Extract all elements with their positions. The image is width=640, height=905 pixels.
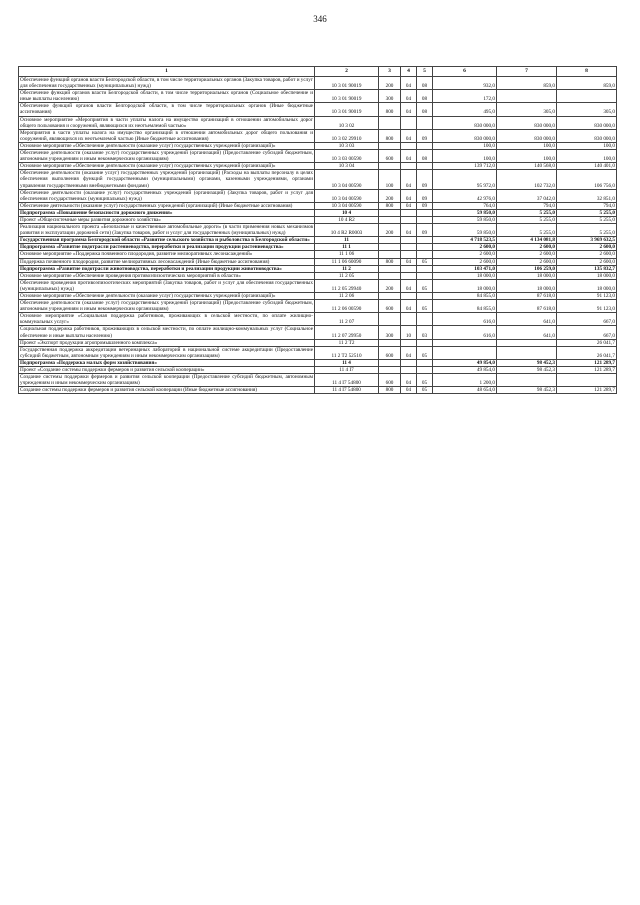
target-code-cell: 11 2 T2 52510 <box>315 346 379 359</box>
section-cell: 04 <box>401 129 417 142</box>
section-cell <box>401 293 417 300</box>
target-code-cell: 10 3 02 <box>315 116 379 129</box>
expense-type-cell <box>379 265 401 272</box>
table-row <box>19 103 617 116</box>
table-row <box>19 163 617 170</box>
row-name-cell: Обеспечение деятельности (оказание услуг) государственных учреждений (организаций) (Расходы на выплаты персоналу в целях обеспечения выполнения функций государственными (муниципальными) органами, казенными учреждениями, органами управления государственными внебюджетными фондами) <box>20 170 313 189</box>
row-name-cell: Обеспечение функций органов власти Белгородской области, в том числе территориальных органов (Социальное обеспечение и иные выплаты населению) <box>20 90 313 103</box>
amount-year-2-cell: 2 600,0 <box>497 251 557 258</box>
section-cell <box>401 244 417 251</box>
target-code-cell: 11 4 I7 54800 <box>315 387 379 394</box>
target-code-cell: 10 3 04 00590 <box>315 170 379 189</box>
amount-year-1-cell: 616,0 <box>433 313 497 326</box>
table-row <box>19 300 617 313</box>
amount-year-1-cell: 830 000,0 <box>433 129 497 142</box>
amount-year-1-cell: 49 854,0 <box>433 359 497 366</box>
expense-type-cell: 200 <box>379 189 401 202</box>
amount-year-2-cell: 18 000,0 <box>497 279 557 292</box>
amount-year-1-cell <box>433 339 497 346</box>
table-row <box>19 216 617 223</box>
section-cell: 04 <box>401 77 417 90</box>
amount-year-1-cell: 59 850,0 <box>433 216 497 223</box>
subsection-cell: 03 <box>417 326 433 339</box>
amount-year-3-cell: 121 289,7 <box>557 359 617 366</box>
page-number: 346 <box>313 14 327 24</box>
table-row <box>19 359 617 366</box>
amount-year-3-cell: 2 600,0 <box>557 244 617 251</box>
table-row <box>19 387 617 394</box>
subsection-cell: 08 <box>417 90 433 103</box>
section-cell <box>401 142 417 149</box>
amount-year-1-cell: 100,0 <box>433 150 497 163</box>
amount-year-3-cell: 2 600,0 <box>557 251 617 258</box>
amount-year-2-cell: 98 452,3 <box>497 367 557 374</box>
amount-year-1-cell: 764,0 <box>433 202 497 209</box>
column-header: 1 <box>19 67 315 77</box>
amount-year-2-cell: 2 600,0 <box>497 244 557 251</box>
subsection-cell: 09 <box>417 189 433 202</box>
target-code-cell: 11 2 06 <box>315 293 379 300</box>
amount-year-2-cell: 794,0 <box>497 202 557 209</box>
amount-year-3-cell: 135 832,7 <box>557 265 617 272</box>
amount-year-1-cell: 172,0 <box>433 90 497 103</box>
target-code-cell: 10 3 04 00590 <box>315 189 379 202</box>
section-cell <box>401 216 417 223</box>
row-name-cell: Государственная программа Белгородской области «Развитие сельского хозяйства и рыболовства в Белгородской области» <box>19 237 315 244</box>
section-cell: 04 <box>401 224 417 237</box>
amount-year-2-cell: 305,0 <box>497 103 557 116</box>
amount-year-1-cell: 4 718 523,5 <box>433 237 497 244</box>
amount-year-3-cell: 106 756,0 <box>557 170 617 189</box>
amount-year-1-cell: 103 471,0 <box>433 265 497 272</box>
column-header: 3 <box>379 67 401 77</box>
column-header: 8 <box>557 67 617 77</box>
subsection-cell <box>417 163 433 170</box>
target-code-cell: 10 3 02 29910 <box>315 129 379 142</box>
target-code-cell: 10 3 03 00590 <box>315 150 379 163</box>
table-row <box>19 116 617 129</box>
expense-type-cell <box>379 116 401 129</box>
section-cell: 04 <box>401 258 417 265</box>
row-name-cell: Проект «Создание системы поддержки фермеров и развития сельской кооперации» <box>19 367 315 374</box>
target-code-cell: 11 2 07 <box>315 313 379 326</box>
amount-year-1-cell: 84 855,0 <box>433 293 497 300</box>
row-name-cell: Обеспечение деятельности (оказание услуг) государственных учреждений (организаций) (Иные бюджетные ассигнования) <box>19 202 315 209</box>
table-row <box>19 346 617 359</box>
table-row <box>19 77 617 90</box>
amount-year-2-cell: 859,0 <box>497 77 557 90</box>
amount-year-3-cell <box>557 90 617 103</box>
subsection-cell <box>417 313 433 326</box>
budget-table <box>18 66 617 394</box>
subsection-cell: 05 <box>417 387 433 394</box>
table-row <box>19 326 617 339</box>
amount-year-3-cell: 18 000,0 <box>557 279 617 292</box>
row-name-cell: Подпрограмма «Поддержка малых форм хозяйствования» <box>19 359 315 366</box>
expense-type-cell: 600 <box>379 346 401 359</box>
section-cell <box>401 209 417 216</box>
subsection-cell: 05 <box>417 346 433 359</box>
section-cell: 04 <box>401 202 417 209</box>
target-code-cell: 11 1 06 <box>315 251 379 258</box>
target-code-cell: 10 3 01 90019 <box>315 90 379 103</box>
expense-type-cell: 800 <box>379 258 401 265</box>
subsection-cell: 09 <box>417 129 433 142</box>
expense-type-cell: 300 <box>379 326 401 339</box>
table-row <box>19 244 617 251</box>
table-row <box>19 272 617 279</box>
row-name-cell: Обеспечение деятельности (оказание услуг) государственных учреждений (организаций) (Предоставление субсидий бюджетным, автономным учреждениям и иным некоммерческим организациям) <box>20 150 313 163</box>
table-row <box>19 258 617 265</box>
amount-year-2-cell: 830 000,0 <box>497 116 557 129</box>
table-row <box>19 170 617 189</box>
row-name-cell: Государственная поддержка аккредитации ветеринарных лабораторий в национальной системе аккредитации (Предоставление субсидий бюджетным, автономным учреждениям и иным некоммерческим организациям) <box>20 346 313 359</box>
amount-year-3-cell: 26 041,7 <box>557 346 617 359</box>
amount-year-3-cell: 26 041,7 <box>557 339 617 346</box>
table-row <box>19 279 617 292</box>
amount-year-2-cell <box>497 346 557 359</box>
table-row <box>19 339 617 346</box>
table-row <box>19 265 617 272</box>
row-name-cell: Поддержка почвенного плодородия, развитие мелиоративных лесонасаждений (Иные бюджетные ассигнования) <box>19 258 315 265</box>
subsection-cell: 08 <box>417 77 433 90</box>
section-cell: 04 <box>401 300 417 313</box>
subsection-cell <box>417 216 433 223</box>
row-name-cell: Реализация национального проекта «Безопасные и качественные автомобильные дороги» (в части применения новых механизмов развития и эксплуатации дорожной сети) (Закупка товаров, работ и услуг для государственных (муниципальных) нужд) <box>20 224 313 237</box>
amount-year-1-cell: 139 712,0 <box>433 163 497 170</box>
row-name-cell: Проект «Экспорт продукции агропромышленного комплекса» <box>19 339 315 346</box>
amount-year-3-cell: 859,0 <box>557 77 617 90</box>
row-name-cell: Проект «Общесистемные меры развития дорожного хозяйства» <box>19 216 315 223</box>
column-number-row <box>19 67 617 77</box>
column-header: 2 <box>315 67 379 77</box>
subsection-cell <box>417 237 433 244</box>
section-cell: 04 <box>401 374 417 387</box>
amount-year-3-cell: 91 123,0 <box>557 293 617 300</box>
amount-year-3-cell: 667,0 <box>557 326 617 339</box>
expense-type-cell: 300 <box>379 90 401 103</box>
amount-year-1-cell: 830 000,0 <box>433 116 497 129</box>
amount-year-1-cell: 100,0 <box>433 142 497 149</box>
expense-type-cell <box>379 293 401 300</box>
amount-year-2-cell: 18 000,0 <box>497 272 557 279</box>
table-row <box>19 90 617 103</box>
subsection-cell: 05 <box>417 374 433 387</box>
target-code-cell: 11 4 <box>315 359 379 366</box>
expense-type-cell: 200 <box>379 77 401 90</box>
row-name-cell: Создание системы поддержки фермеров и развития сельской кооперации (Иные бюджетные ассигнования) <box>19 387 315 394</box>
section-cell: 04 <box>401 150 417 163</box>
section-cell: 10 <box>401 326 417 339</box>
target-code-cell: 11 2 T2 <box>315 339 379 346</box>
subsection-cell: 05 <box>417 258 433 265</box>
amount-year-2-cell: 106 259,0 <box>497 265 557 272</box>
amount-year-3-cell: 140 401,0 <box>557 163 617 170</box>
row-name-cell: Основное мероприятие «Мероприятия в части уплаты налога на имущество организаций в отношении автомобильных дорог общего пользования и сооружений, являющихся их неотъемлемой частью» <box>20 116 313 129</box>
row-name-cell: Основное мероприятие «Поддержка почвенного плодородия, развитие мелиоративных лесонасаждений» <box>19 251 315 258</box>
subsection-cell <box>417 209 433 216</box>
amount-year-2-cell: 102 732,0 <box>497 170 557 189</box>
subsection-cell <box>417 142 433 149</box>
table-row <box>19 293 617 300</box>
amount-year-1-cell: 84 855,0 <box>433 300 497 313</box>
expense-type-cell <box>379 237 401 244</box>
target-code-cell: 10 3 01 90019 <box>315 103 379 116</box>
amount-year-2-cell: 2 600,0 <box>497 258 557 265</box>
expense-type-cell: 200 <box>379 279 401 292</box>
target-code-cell: 10 3 03 <box>315 142 379 149</box>
target-code-cell: 11 2 <box>315 265 379 272</box>
expense-type-cell: 600 <box>379 374 401 387</box>
table-row <box>19 189 617 202</box>
amount-year-3-cell: 5 255,0 <box>557 216 617 223</box>
amount-year-2-cell <box>497 90 557 103</box>
expense-type-cell: 200 <box>379 224 401 237</box>
expense-type-cell: 100 <box>379 170 401 189</box>
amount-year-1-cell: 2 600,0 <box>433 251 497 258</box>
subsection-cell <box>417 359 433 366</box>
amount-year-1-cell: 1 200,0 <box>433 374 497 387</box>
expense-type-cell <box>379 209 401 216</box>
section-cell: 04 <box>401 279 417 292</box>
row-name-cell: Подпрограмма «Повышение безопасности дорожного движения» <box>19 209 315 216</box>
table-body <box>19 77 617 394</box>
subsection-cell <box>417 293 433 300</box>
column-header: 6 <box>433 67 497 77</box>
table-row <box>19 142 617 149</box>
target-code-cell: 11 <box>315 237 379 244</box>
section-cell: 04 <box>401 170 417 189</box>
amount-year-1-cell: 49 854,0 <box>433 367 497 374</box>
target-code-cell: 11 2 05 <box>315 272 379 279</box>
table-row <box>19 202 617 209</box>
row-name-cell: Основное мероприятие «Обеспечение деятельности (оказание услуг) государственных учреждений (организаций)» <box>19 142 315 149</box>
amount-year-2-cell: 140 568,0 <box>497 163 557 170</box>
amount-year-3-cell: 667,0 <box>557 313 617 326</box>
amount-year-2-cell: 5 255,0 <box>497 216 557 223</box>
target-code-cell: 11 1 06 60090 <box>315 258 379 265</box>
row-name-cell: Обеспечение проведения противоэпизоотических мероприятий (Закупка товаров, работ и услуг для обеспечения государственных (муниципальных) нужд) <box>20 279 313 292</box>
expense-type-cell: 800 <box>379 129 401 142</box>
section-cell <box>401 237 417 244</box>
column-header: 5 <box>417 67 433 77</box>
amount-year-1-cell: 18 000,0 <box>433 279 497 292</box>
row-name-cell: Мероприятия в части уплаты налога на имущество организаций в отношении автомобильных дорог общего пользования и сооружений, являющихся их неотъемлемой частью (Иные бюджетные ассигнования) <box>20 129 313 142</box>
expense-type-cell: 600 <box>379 150 401 163</box>
subsection-cell: 09 <box>417 170 433 189</box>
subsection-cell <box>417 244 433 251</box>
table-row <box>19 251 617 258</box>
subsection-cell: 09 <box>417 224 433 237</box>
subsection-cell: 05 <box>417 300 433 313</box>
table-row <box>19 374 617 387</box>
amount-year-2-cell: 641,0 <box>497 313 557 326</box>
amount-year-1-cell: 2 600,0 <box>433 244 497 251</box>
amount-year-2-cell: 4 134 081,8 <box>497 237 557 244</box>
amount-year-3-cell: 2 600,0 <box>557 258 617 265</box>
amount-year-1-cell: 932,0 <box>433 77 497 90</box>
row-name-cell: Обеспечение деятельности (оказание услуг) государственных учреждений (организаций) (Закупка товаров, работ и услуг для обеспечения государственных (муниципальных) нужд) <box>20 189 313 202</box>
section-cell: 04 <box>401 387 417 394</box>
subsection-cell: 08 <box>417 150 433 163</box>
section-cell <box>401 359 417 366</box>
expense-type-cell <box>379 163 401 170</box>
expense-type-cell <box>379 251 401 258</box>
target-code-cell: 11 2 07 29950 <box>315 326 379 339</box>
target-code-cell: 10 3 04 <box>315 163 379 170</box>
expense-type-cell: 800 <box>379 202 401 209</box>
section-cell <box>401 163 417 170</box>
section-cell <box>401 251 417 258</box>
table-row <box>19 224 617 237</box>
row-name-cell: Основное мероприятие «Обеспечение деятельности (оказание услуг) государственных учреждений (организаций)» <box>19 163 315 170</box>
amount-year-1-cell: 616,0 <box>433 326 497 339</box>
amount-year-2-cell: 87 618,0 <box>497 293 557 300</box>
amount-year-3-cell: 100,0 <box>557 142 617 149</box>
amount-year-2-cell <box>497 374 557 387</box>
amount-year-1-cell: 2 600,0 <box>433 258 497 265</box>
row-name-cell: Основное мероприятие «Обеспечение деятельности (оказание услуг) государственных учреждений (организаций)» <box>19 293 315 300</box>
section-cell: 04 <box>401 346 417 359</box>
row-name-cell: Основное мероприятие «Социальная поддержка работников, проживающих в сельской местности, по оплате жилищно-коммунальных услуг» <box>20 313 313 326</box>
target-code-cell: 10 3 01 90019 <box>315 77 379 90</box>
subsection-cell: 08 <box>417 103 433 116</box>
row-name-cell: Подпрограмма «Развитие подотрасли животноводства, переработки и реализации продукции животноводства» <box>19 265 315 272</box>
target-code-cell: 10 4 <box>315 209 379 216</box>
target-code-cell: 11 2 05 29940 <box>315 279 379 292</box>
expense-type-cell <box>379 313 401 326</box>
amount-year-1-cell: 59 850,0 <box>433 209 497 216</box>
subsection-cell <box>417 251 433 258</box>
amount-year-2-cell <box>497 339 557 346</box>
amount-year-2-cell: 641,0 <box>497 326 557 339</box>
subsection-cell: 05 <box>417 279 433 292</box>
amount-year-1-cell: 495,0 <box>433 103 497 116</box>
subsection-cell <box>417 116 433 129</box>
row-name-cell: Создание системы поддержки фермеров и развития сельской кооперации (Предоставление субсидий бюджетным, автономным учреждениям и иным некоммерческим организациям) <box>20 374 313 387</box>
amount-year-2-cell: 830 000,0 <box>497 129 557 142</box>
row-name-cell: Подпрограмма «Развитие подотрасли растениеводства, переработки и реализации продукции растениеводства» <box>19 244 315 251</box>
amount-year-1-cell: 48 654,0 <box>433 387 497 394</box>
expense-type-cell <box>379 244 401 251</box>
column-header: 4 <box>401 67 417 77</box>
amount-year-1-cell: 95 972,0 <box>433 170 497 189</box>
amount-year-2-cell: 37 042,0 <box>497 189 557 202</box>
amount-year-3-cell: 121 289,7 <box>557 367 617 374</box>
section-cell: 04 <box>401 90 417 103</box>
amount-year-3-cell: 5 255,0 <box>557 224 617 237</box>
amount-year-2-cell: 98 452,3 <box>497 359 557 366</box>
expense-type-cell <box>379 272 401 279</box>
amount-year-3-cell: 91 123,0 <box>557 300 617 313</box>
amount-year-3-cell: 305,0 <box>557 103 617 116</box>
amount-year-1-cell: 59 850,0 <box>433 224 497 237</box>
amount-year-1-cell: 42 976,0 <box>433 189 497 202</box>
amount-year-3-cell <box>557 374 617 387</box>
table-row <box>19 237 617 244</box>
row-name-cell: Обеспечение функций органов власти Белгородской области, в том числе территориальных органов (Закупка товаров, работ и услуг для обеспечения государственных (муниципальных) нужд) <box>20 77 313 90</box>
subsection-cell <box>417 265 433 272</box>
amount-year-3-cell: 121 289,7 <box>557 387 617 394</box>
section-cell: 04 <box>401 103 417 116</box>
amount-year-1-cell <box>433 346 497 359</box>
amount-year-2-cell: 100,0 <box>497 150 557 163</box>
target-code-cell: 10 4 R2 <box>315 216 379 223</box>
amount-year-3-cell: 32 851,0 <box>557 189 617 202</box>
amount-year-2-cell: 5 255,0 <box>497 209 557 216</box>
table-row <box>19 150 617 163</box>
amount-year-3-cell: 830 000,0 <box>557 116 617 129</box>
row-name-cell: Обеспечение деятельности (оказание услуг) государственных учреждений (организаций) (Предоставление субсидий бюджетным, автономным учреждениям и иным некоммерческим организациям) <box>20 300 313 313</box>
subsection-cell <box>417 367 433 374</box>
expense-type-cell <box>379 359 401 366</box>
target-code-cell: 10 4 R2 R0003 <box>315 224 379 237</box>
amount-year-2-cell: 100,0 <box>497 142 557 149</box>
section-cell <box>401 116 417 129</box>
amount-year-3-cell: 100,0 <box>557 150 617 163</box>
section-cell <box>401 265 417 272</box>
row-name-cell: Социальная поддержка работников, проживающих в сельской местности, по оплате жилищно-коммунальных услуг (Социальное обеспечение и иные выплаты населению) <box>20 326 313 339</box>
expense-type-cell: 800 <box>379 103 401 116</box>
row-name-cell: Основное мероприятие «Обеспечение проведения противоэпизоотических мероприятий в области» <box>19 272 315 279</box>
column-header: 7 <box>497 67 557 77</box>
amount-year-3-cell: 794,0 <box>557 202 617 209</box>
subsection-cell: 09 <box>417 202 433 209</box>
subsection-cell <box>417 272 433 279</box>
amount-year-2-cell: 5 255,0 <box>497 224 557 237</box>
amount-year-3-cell: 830 000,0 <box>557 129 617 142</box>
target-code-cell: 11 1 <box>315 244 379 251</box>
table-row <box>19 313 617 326</box>
target-code-cell: 11 4 I7 <box>315 367 379 374</box>
section-cell <box>401 313 417 326</box>
expense-type-cell: 600 <box>379 300 401 313</box>
amount-year-3-cell: 5 255,0 <box>557 209 617 216</box>
expense-type-cell <box>379 339 401 346</box>
table-row <box>19 129 617 142</box>
target-code-cell: 10 3 04 00590 <box>315 202 379 209</box>
target-code-cell: 11 2 06 00590 <box>315 300 379 313</box>
amount-year-2-cell: 87 618,0 <box>497 300 557 313</box>
amount-year-3-cell: 18 000,0 <box>557 272 617 279</box>
table-row <box>19 367 617 374</box>
expense-type-cell <box>379 367 401 374</box>
section-cell: 04 <box>401 189 417 202</box>
row-name-cell: Обеспечение функций органов власти Белгородской области, в том числе территориальных органов (Иные бюджетные ассигнования) <box>20 103 313 116</box>
subsection-cell <box>417 339 433 346</box>
section-cell <box>401 339 417 346</box>
amount-year-2-cell: 98 452,3 <box>497 387 557 394</box>
expense-type-cell: 800 <box>379 387 401 394</box>
target-code-cell: 11 4 I7 54800 <box>315 374 379 387</box>
table-row <box>19 209 617 216</box>
expense-type-cell <box>379 216 401 223</box>
section-cell <box>401 272 417 279</box>
amount-year-3-cell: 3 969 632,5 <box>557 237 617 244</box>
amount-year-1-cell: 18 000,0 <box>433 272 497 279</box>
section-cell <box>401 367 417 374</box>
expense-type-cell <box>379 142 401 149</box>
